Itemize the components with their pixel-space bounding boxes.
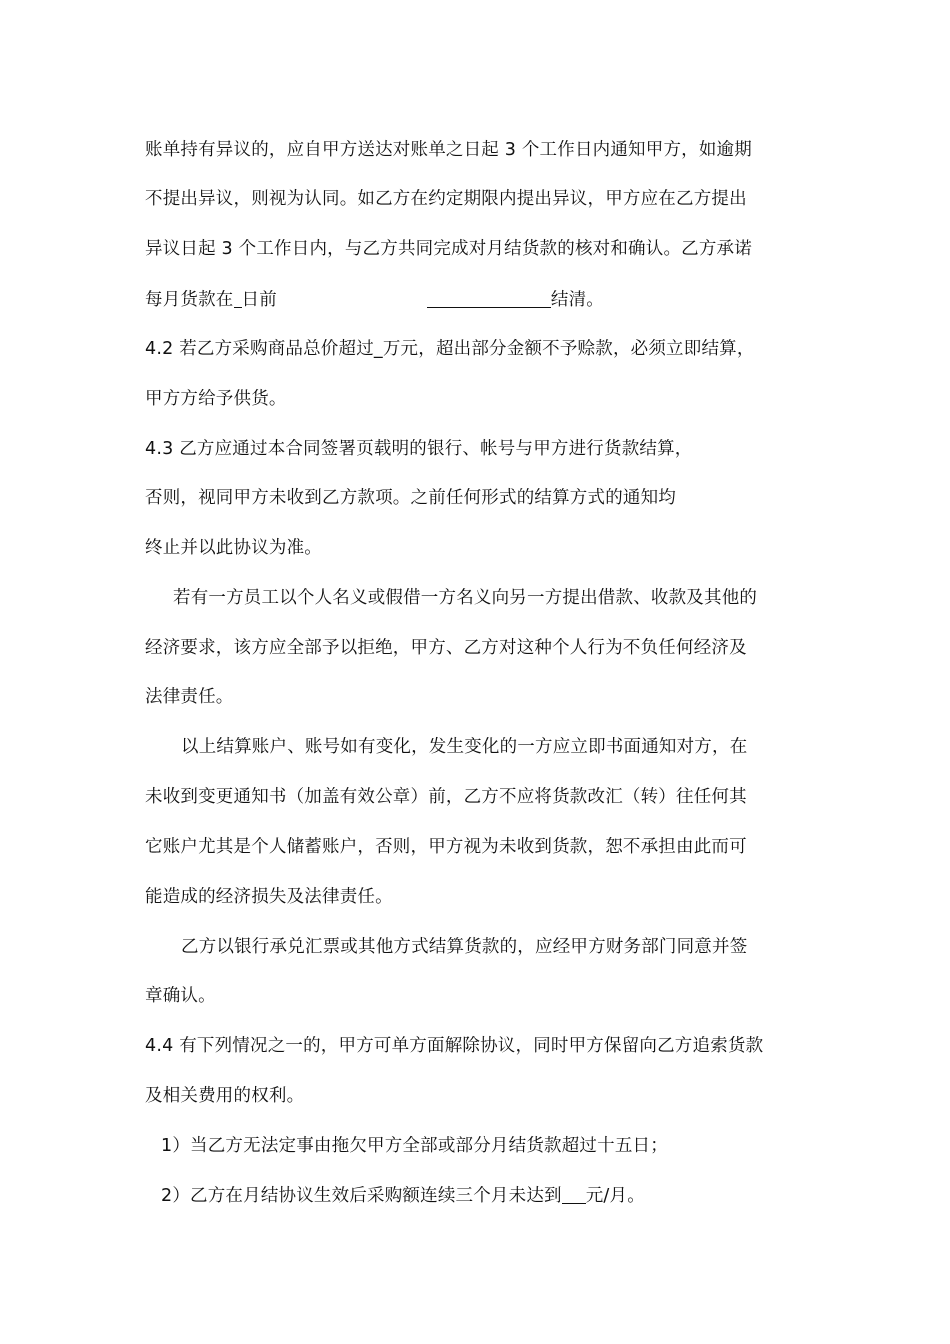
text-segment: 结清。 (550, 290, 605, 310)
paragraph-line: 以上结算账户、账号如有变化，发生变化的一方应立即书面通知对方，在 (181, 737, 748, 757)
fill-blank (234, 287, 242, 308)
clause-4-3: 4.3 乙方应通过本合同签署页载明的银行、帐号与甲方进行货款结算， (145, 439, 693, 459)
clause-4-4: 4.4 有下列情况之一的，甲方可单方面解除协议，同时甲方保留向乙方追索货款 (145, 1036, 764, 1056)
payment-deadline-line (145, 287, 604, 312)
list-item: 1）当乙方无法定事由拖欠甲方全部或部分月结货款超过十五日； (161, 1136, 668, 1156)
paragraph-line: 章确认。 (145, 986, 216, 1006)
paragraph-line: 未收到变更通知书（加盖有效公章）前，乙方不应将货款改汇（转）往任何其 (145, 787, 747, 807)
clause-4-2: 4.2 若乙方采购商品总价超过_万元，超出部分金额不予赊款，必须立即结算， (145, 339, 755, 359)
fill-blank (562, 1183, 586, 1204)
paragraph-line: 经济要求，该方应全部予以拒绝，甲方、乙方对这种个人行为不负任何经济及 (145, 638, 747, 658)
paragraph-line: 法律责任。 (145, 687, 234, 707)
fill-blank (427, 287, 551, 308)
paragraph-line: 账单持有异议的，应自甲方送达对账单之日起 3 个工作日内通知甲方，如逾期 (145, 140, 752, 160)
paragraph-line: 它账户尤其是个人储蓄账户，否则，甲方视为未收到货款，恕不承担由此而可 (145, 837, 747, 857)
paragraph-line: 甲方方给予供货。 (145, 389, 287, 409)
paragraph-line: 若有一方员工以个人名义或假借一方名义向另一方提出借款、收款及其他的 (173, 588, 758, 608)
paragraph-line: 乙方以银行承兑汇票或其他方式结算货款的，应经甲方财务部门同意并签 (181, 937, 748, 957)
text-segment: 元/月。 (585, 1186, 645, 1206)
paragraph-line: 异议日起 3 个工作日内，与乙方共同完成对月结货款的核对和确认。乙方承诺 (145, 239, 752, 259)
text-segment: 日前 (241, 290, 277, 310)
paragraph-line: 终止并以此协议为准。 (145, 538, 322, 558)
list-item (161, 1183, 645, 1208)
paragraph-line: 不提出异议，则视为认同。如乙方在约定期限内提出异议，甲方应在乙方提出 (145, 189, 747, 209)
text-segment: 2）乙方在月结协议生效后采购额连续三个月未达到 (161, 1186, 562, 1206)
paragraph-line: 否则，视同甲方未收到乙方款项。之前任何形式的结算方式的通知均 (145, 488, 676, 508)
paragraph-line: 能造成的经济损失及法律责任。 (145, 887, 393, 907)
text-segment: 每月货款在 (145, 290, 234, 310)
paragraph-line: 及相关费用的权利。 (145, 1086, 305, 1106)
